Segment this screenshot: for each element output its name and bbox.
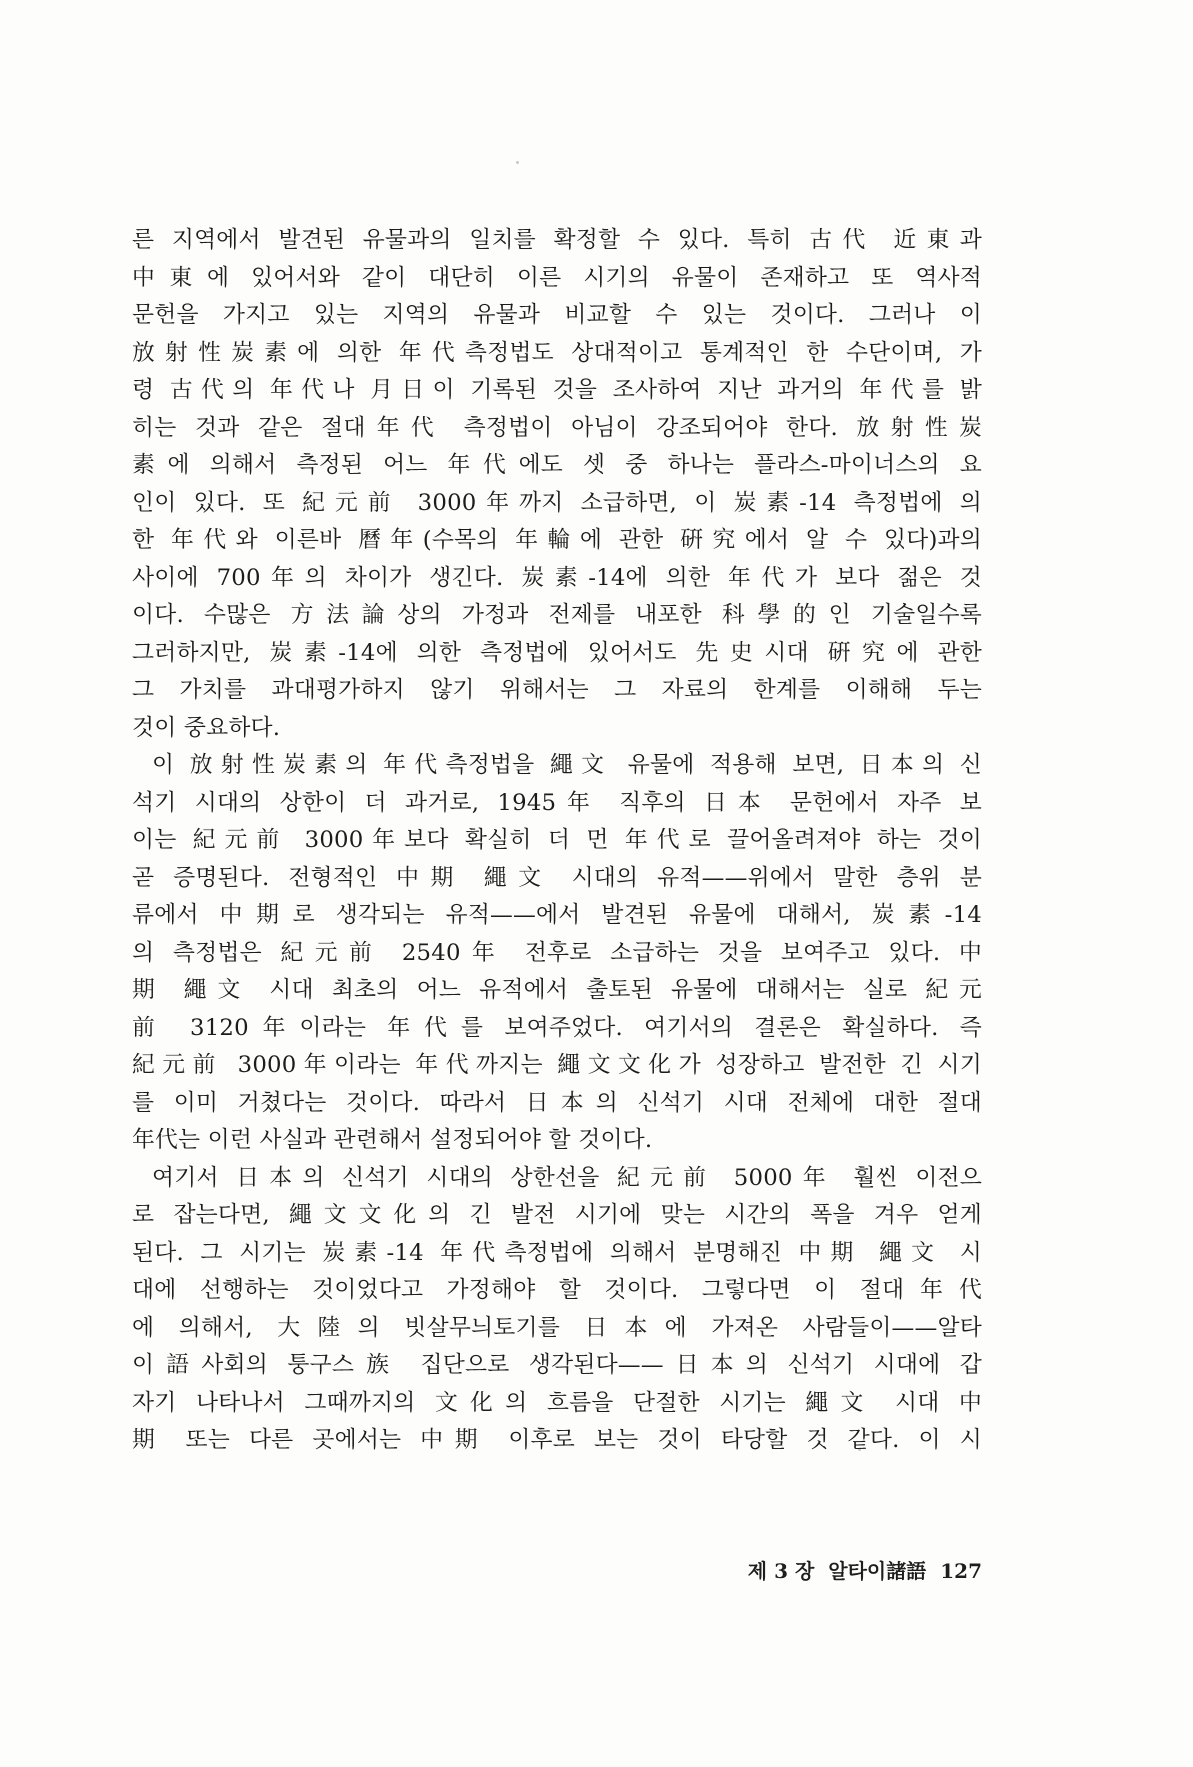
- text-line: 석기 시대의 상한이 더 과거로, 1945年 직후의 日本 문헌에서 자주 보: [132, 789, 982, 816]
- text-line: 류에서 中期로 생각되는 유적——에서 발견된 유물에 대해서, 炭素-14: [132, 902, 982, 928]
- text-line: 그 가치를 과대평가하지 않기 위해서는 그 자료의 한계를 이해해 두는: [132, 677, 982, 703]
- text-line: 放射性炭素에 의한 年代측정법도 상대적이고 통계적인 한 수단이며, 가: [132, 339, 982, 366]
- body-text: [132, 222, 982, 1460]
- text-line: 것이 중요하다.: [132, 714, 281, 741]
- text-line: 期 繩文 시대 최초의 어느 유적에서 출토된 유물에 대해서는 실로 紀元: [132, 977, 982, 1003]
- text-line: 히는 것과 같은 절대年代 측정법이 아님이 강조되어야 한다. 放射性炭: [132, 414, 982, 441]
- text-line: 대에 선행하는 것이었다고 가정해야 할 것이다. 그렇다면 이 절대年代: [132, 1277, 982, 1303]
- chapter-label: 제 3 장: [747, 1559, 815, 1583]
- text-line: 年代는 이런 사실과 관련해서 설정되어야 할 것이다.: [132, 1127, 653, 1153]
- text-line: 령 古代의 年代나 月日이 기록된 것을 조사하여 지난 과거의 年代를 밝: [132, 377, 982, 403]
- page-number: 127: [940, 1559, 982, 1583]
- text-line: 이다. 수많은 方法論상의 가정과 전제를 내포한 科學的인 기술일수록: [132, 602, 982, 628]
- text-line: 로 잡는다면, 繩文文化의 긴 발전 시기에 맞는 시간의 폭을 겨우 얻게: [132, 1202, 982, 1228]
- text-line: 여기서 日本의 신석기 시대의 상한선을 紀元前 5000年 훨씬 이전으: [152, 1164, 982, 1191]
- text-line: 자기 나타나서 그때까지의 文化의 흐름을 단절한 시기는 繩文 시대 中: [132, 1389, 982, 1416]
- text-line: 그러하지만, 炭素-14에 의한 측정법에 있어서도 先史시대 硏究에 관한: [132, 639, 982, 666]
- text-line: 이語사회의 퉁구스族 집단으로 생각된다——日本의 신석기 시대에 갑: [132, 1352, 982, 1378]
- text-line: 한 年代와 이른바 曆年(수목의 年輪에 관한 硏究에서 알 수 있다)과의: [132, 527, 982, 553]
- text-line: 紀元前 3000年이라는 年代까지는 繩文文化가 성장하고 발전한 긴 시기: [132, 1052, 982, 1078]
- text-line: 이 放射性炭素의 年代측정법을 繩文 유물에 적용해 보면, 日本의 신: [152, 752, 982, 778]
- text-line: 前 3120年이라는 年代를 보여주었다. 여기서의 결론은 확실하다. 즉: [132, 1014, 982, 1041]
- text-line: 사이에 700年의 차이가 생긴다. 炭素-14에 의한 年代가 보다 젊은 것: [132, 564, 982, 591]
- text-line: 素에 의해서 측정된 어느 年代에도 셋 중 하나는 플라스-마이너스의 요: [132, 452, 982, 478]
- text-line: 이는 紀元前 3000年보다 확실히 더 먼 年代로 끌어올려져야 하는 것이: [132, 827, 982, 853]
- scan-speck: [516, 161, 519, 164]
- text-line: 인이 있다. 또 紀元前 3000年까지 소급하면, 이 炭素-14 측정법에 의: [132, 489, 982, 516]
- running-footer: [690, 1555, 982, 1587]
- text-line: 른 지역에서 발견된 유물과의 일치를 확정할 수 있다. 특히 古代 近東과: [132, 227, 982, 253]
- text-line: 문헌을 가지고 있는 지역의 유물과 비교할 수 있는 것이다. 그러나 이: [132, 302, 982, 328]
- text-line: 에 의해서, 大陸의 빗살무늬토기를 日本에 가져온 사람들이——알타: [132, 1314, 982, 1341]
- text-line: 된다. 그 시기는 炭素-14 年代측정법에 의해서 분명해진 中期 繩文 시: [132, 1239, 982, 1266]
- text-line: 의 측정법은 紀元前 2540年 전후로 소급하는 것을 보여주고 있다. 中: [132, 939, 982, 966]
- text-line: 中東에 있어서와 같이 대단히 이른 시기의 유물이 존재하고 또 역사적: [132, 264, 982, 291]
- text-line: 곧 증명된다. 전형적인 中期 繩文 시대의 유적——위에서 말한 층위 분: [132, 864, 982, 891]
- text-line: 를 이미 거쳤다는 것이다. 따라서 日本의 신석기 시대 전체에 대한 절대: [132, 1089, 982, 1116]
- chapter-title: 알타이諸語: [828, 1559, 927, 1583]
- text-line: 期 또는 다른 곳에서는 中期 이후로 보는 것이 타당할 것 같다. 이 시: [132, 1427, 982, 1453]
